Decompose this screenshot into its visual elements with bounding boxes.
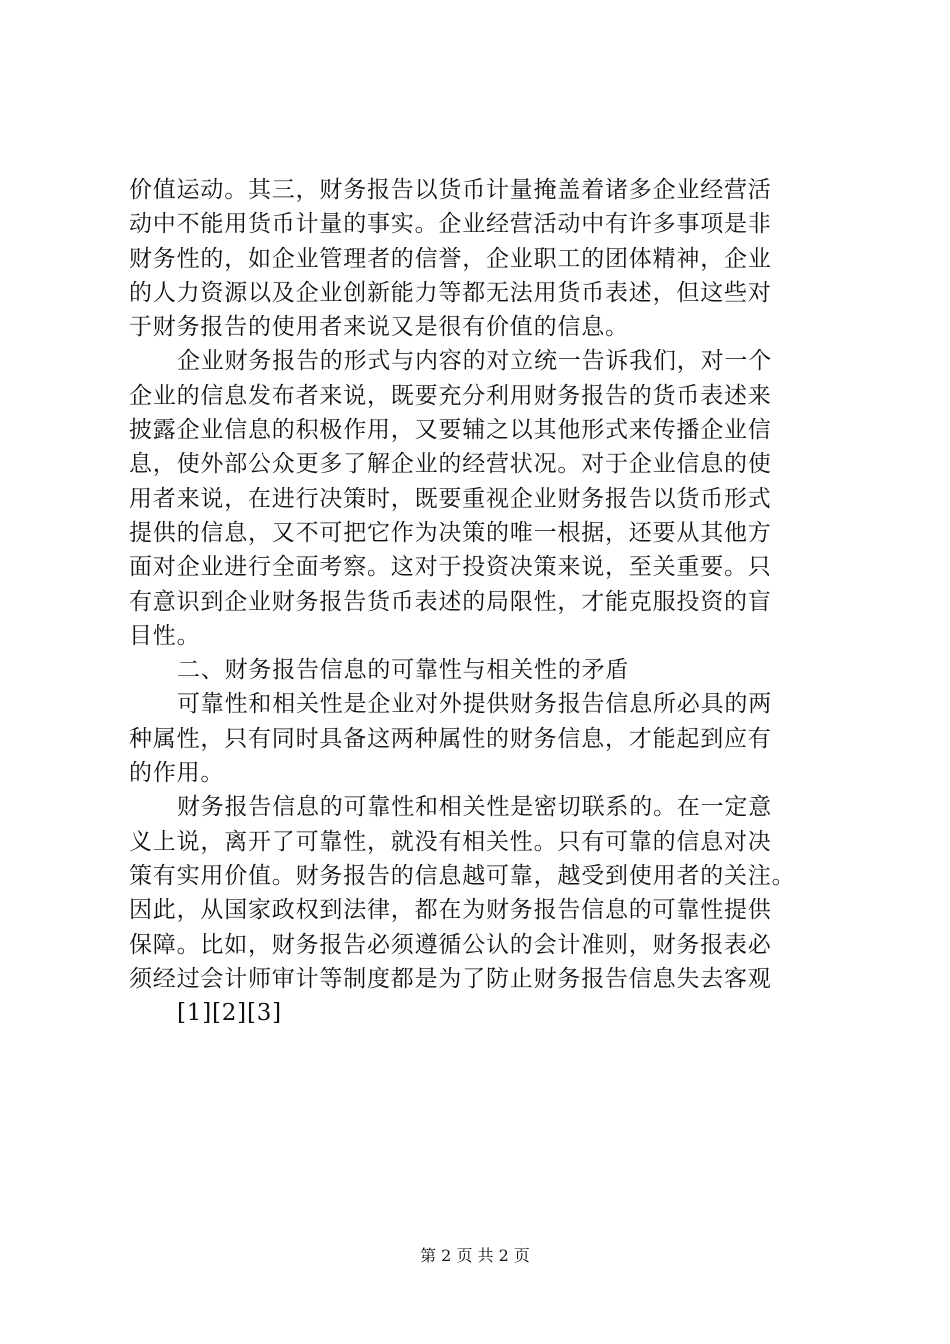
text-line: 义上说，离开了可靠性，就没有相关性。只有可靠的信息对决: [129, 828, 772, 855]
text-line: 企业的信息发布者来说，既要充分利用财务报告的货币表述来: [129, 382, 772, 409]
text-line: 提供的信息，又不可把它作为决策的唯一根据，还要从其他方: [129, 519, 772, 546]
page-footer: 第 2 页 共 2 页: [420, 1246, 530, 1265]
text-line: 财务性的，如企业管理者的信誉，企业职工的团体精神，企业: [129, 245, 772, 272]
text-line: 种属性，只有同时具备这两种属性的财务信息，才能起到应有: [129, 725, 772, 752]
text-line: 企业财务报告的形式与内容的对立统一告诉我们，对一个: [177, 348, 772, 375]
text-line: 财务报告信息的可靠性和相关性是密切联系的。在一定意: [177, 794, 772, 821]
text-line: 用者来说，在进行决策时，既要重视企业财务报告以货币形式: [129, 485, 772, 512]
text-line: 须经过会计师审计等制度都是为了防止财务报告信息失去客观: [129, 965, 772, 992]
text-line: 可靠性和相关性是企业对外提供财务报告信息所必具的两: [177, 691, 772, 718]
text-line: 息，使外部公众更多了解企业的经营状况。对于企业信息的使: [129, 451, 772, 478]
text-line: 面对企业进行全面考察。这对于投资决策来说，至关重要。只: [129, 554, 772, 581]
text-line: 于财务报告的使用者来说又是很有价值的信息。: [129, 314, 629, 341]
text-line: 动中不能用货币计量的事实。企业经营活动中有许多事项是非: [129, 211, 772, 238]
text-line: 保障。比如，财务报告必须遵循公认的会计准则，财务报表必: [129, 931, 772, 958]
text-line: 策有实用价值。财务报告的信息越可靠，越受到使用者的关注。: [129, 862, 796, 889]
text-line: 的人力资源以及企业创新能力等都无法用货币表述，但这些对: [129, 279, 772, 306]
text-line: 的作用。: [129, 760, 225, 787]
text-line: 因此，从国家政权到法律，都在为财务报告信息的可靠性提供: [129, 897, 772, 924]
text-line: 价值运动。其三，财务报告以货币计量掩盖着诸多企业经营活: [129, 177, 772, 203]
text-line: 有意识到企业财务报告货币表述的局限性，才能克服投资的盲: [129, 588, 772, 615]
document-body: [129, 173, 829, 1030]
text-line: 目性。: [129, 622, 201, 649]
text-line: 二、财务报告信息的可靠性与相关性的矛盾: [177, 657, 630, 684]
text-line: 披露企业信息的积极作用，又要辅之以其他形式来传播企业信: [129, 417, 772, 444]
text-line: [1][2][3]: [177, 1000, 282, 1027]
